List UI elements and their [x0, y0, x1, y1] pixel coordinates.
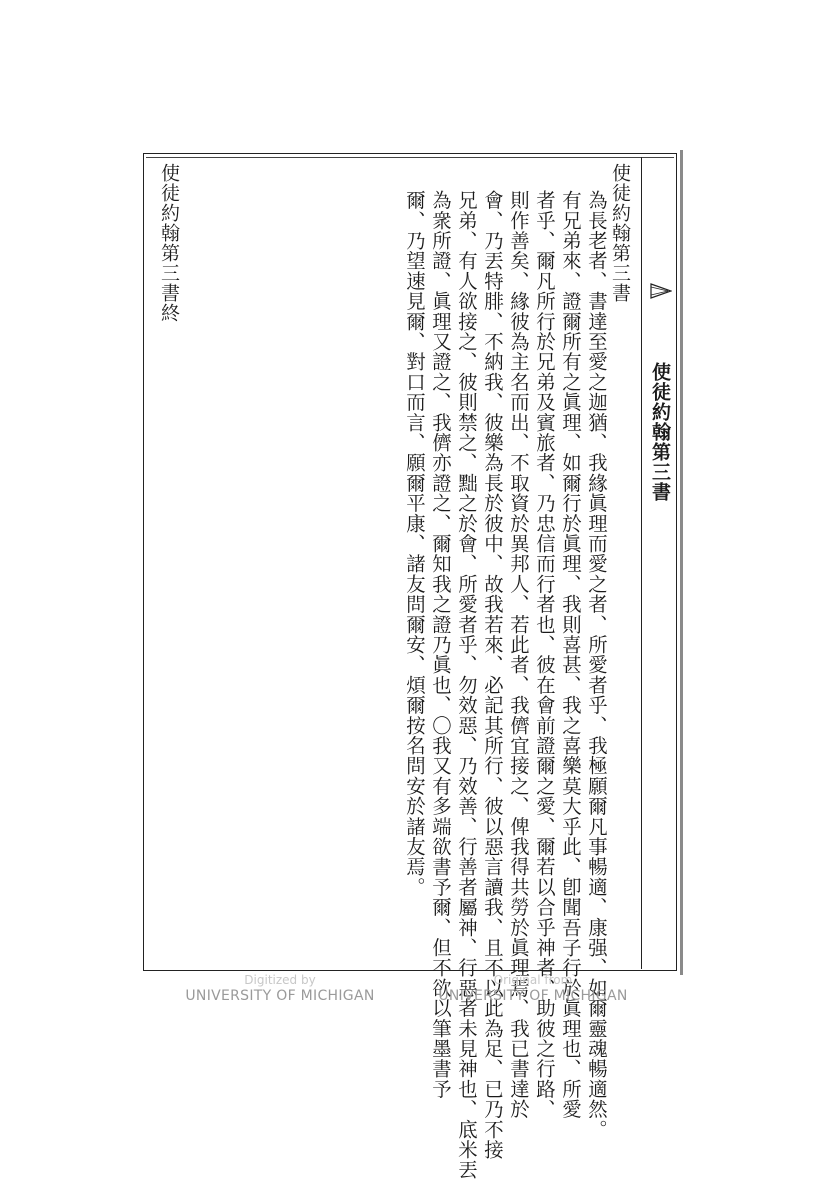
page-title: 使徒約翰第三書 [609, 163, 631, 303]
original-from-footer [413, 973, 653, 1005]
inner-top-rule [146, 157, 674, 158]
footer-caption: Digitized by [244, 973, 316, 987]
running-header: 使徒約翰第三書 [649, 362, 671, 502]
end-title: 使徒約翰第三書終 [158, 163, 180, 323]
text-column: 則作善矣、緣彼為主名而出、不取資於異邦人、若此者、我儕宜接之、俾我得共勞於眞理焉、我已書達於 [507, 190, 530, 1120]
margin-rule [641, 157, 642, 969]
text-column: 會、乃丟特腓、不納我、彼樂為長於彼中、故我若來、必記其所行、彼以惡言讀我、且不以此為足、已乃不接 [481, 190, 504, 1160]
fishtail-ornament-icon [650, 282, 672, 300]
text-column: 爾、乃望速見爾、對口而言、願爾平康、諸友問爾安、煩爾按名問安於諸友焉。 [403, 190, 426, 897]
text-column: 為長老者、書達至愛之迦猶、我緣眞理而愛之者、所愛者乎、我極願爾凡事暢適、康强、如爾靈魂暢適然。 [585, 190, 608, 1140]
text-column: 為衆所證、眞理又證之、我儕亦證之、爾知我之證乃眞也、〇我又有多端欲書予爾、但不欲以筆墨書予 [429, 190, 452, 1099]
scan-edge [680, 150, 683, 975]
footer-institution: UNIVERSITY OF MICHIGAN [438, 988, 628, 1004]
text-column: 兄弟、有人欲接之、彼則禁之、黜之於會、所愛者乎、勿效惡、乃效善、行善者屬神、行惡者未見神也、底米丟 [455, 190, 478, 1180]
text-column: 有兄弟來、證爾所有之眞理、如爾行於眞理、我則喜甚、我之喜樂莫大乎此、卽聞吾子行於眞理也、所愛 [559, 190, 582, 1120]
text-column: 者乎、爾凡所行於兄弟及賓旅者、乃忠信而行者也、彼在會前證爾之愛、爾若以合乎神者、助彼之行路、 [533, 190, 556, 1120]
footer-caption: Original from [493, 973, 573, 987]
digitized-by-footer [160, 973, 400, 1005]
footer-institution: UNIVERSITY OF MICHIGAN [185, 988, 375, 1004]
